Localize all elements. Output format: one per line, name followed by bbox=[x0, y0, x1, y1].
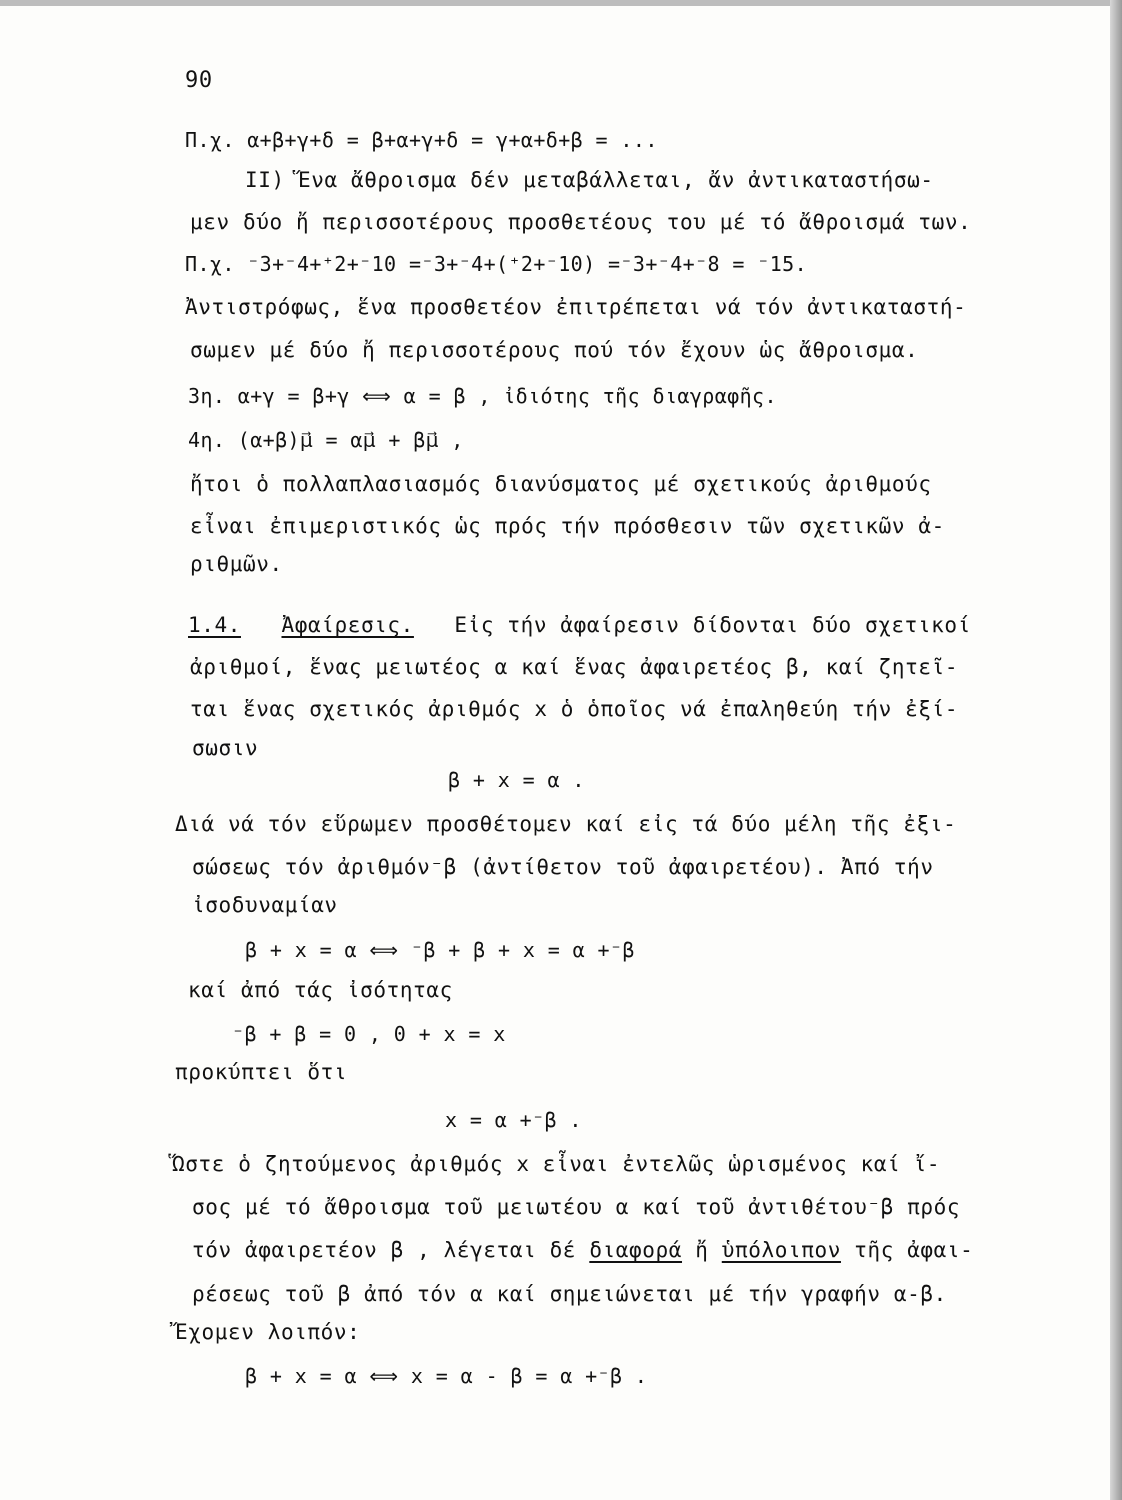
term-or: ἤ bbox=[695, 1238, 709, 1262]
text-line-7: 3η. α+γ = β+γ ⟺ α = β , ἰδιότης τῆς διαγραφῆς. bbox=[188, 384, 777, 408]
text-line-24: ρέσεως τοῦ β ἀπό τόν α καί σημειώνεται μέ τήν γραφήν α-β. bbox=[192, 1282, 947, 1306]
section-title: Ἀφαίρεσις. bbox=[281, 613, 414, 637]
scan-right-edge bbox=[1110, 0, 1122, 1500]
equation-1: β + x = α . bbox=[448, 768, 585, 792]
equation-3: ⁻β + β = 0 , 0 + x = x bbox=[232, 1022, 506, 1046]
text-line-12: Εἰς τήν ἀφαίρεσιν δίδονται δύο σχετικοί bbox=[454, 613, 971, 637]
text-line-19: καί ἀπό τάς ἰσότητας bbox=[188, 978, 453, 1002]
section-number: 1.4. bbox=[188, 613, 241, 637]
text-line-10: εἶναι ἐπιμεριστικός ὡς πρός τήν πρόσθεσιν τῶν σχετικῶν ἀ- bbox=[190, 514, 945, 538]
text-line-2: ΙΙ) Ἕνα ἄθροισμα δέν μεταβάλλεται, ἄν ἀντικαταστήσω- bbox=[245, 168, 934, 192]
text-line-15: σωσιν bbox=[192, 736, 259, 760]
text-line-25: Ἔχομεν λοιπόν: bbox=[175, 1320, 361, 1344]
text-line-21: Ὥστε ὁ ζητούμενος ἀριθμός x εἶναι ἐντελῶς ὡρισμένος καί ἴ- bbox=[172, 1152, 941, 1176]
text-line-16: Διά νά τόν εὕρωμεν προσθέτομεν καί εἰς τά δύο μέλη τῆς ἐξι- bbox=[175, 812, 957, 836]
text-line-17: σώσεως τόν ἀριθμόν⁻β (ἀντίθετον τοῦ ἀφαιρετέου). Ἀπό τήν bbox=[192, 855, 934, 879]
text-line-23-start: τόν ἀφαιρετέον β , λέγεται δέ bbox=[192, 1238, 577, 1262]
term-remainder: ὑπόλοιπον bbox=[721, 1238, 841, 1262]
text-line-22: σος μέ τό ἄθροισμα τοῦ μειωτέου α καί τοῦ ἀντιθέτου⁻β πρός bbox=[192, 1195, 961, 1219]
scan-top-edge bbox=[0, 0, 1122, 6]
text-line-20: προκύπτει ὅτι bbox=[175, 1060, 348, 1084]
text-line-11: ριθμῶν. bbox=[190, 552, 283, 576]
text-line-4: Π.χ. ⁻3+⁻4+⁺2+⁻10 =⁻3+⁻4+(⁺2+⁻10) =⁻3+⁻4+⁻8 = ⁻15. bbox=[185, 252, 808, 276]
text-line-8: 4η. (α+β)μ⃗ = αμ⃗ + βμ⃗ , bbox=[188, 428, 464, 452]
page-number: 90 bbox=[185, 68, 213, 93]
text-line-1: Π.χ. α+β+γ+δ = β+α+γ+δ = γ+α+δ+β = ... bbox=[185, 128, 658, 152]
text-line-23-end: τῆς ἀφαι- bbox=[854, 1238, 974, 1262]
equation-4: x = α +⁻β . bbox=[445, 1108, 582, 1132]
text-line-23 bbox=[192, 1238, 973, 1262]
equation-2: β + x = α ⟺ ⁻β + β + x = α +⁻β bbox=[245, 938, 635, 962]
text-line-14: ται ἕνας σχετικός ἀριθμός x ὁ ὁποῖος νά ἐπαληθεύη τήν ἐξί- bbox=[190, 697, 959, 721]
text-line-3: μεν δύο ἤ περισσοτέρους προσθετέους του μέ τό ἄθροισμά των. bbox=[190, 210, 972, 234]
equation-5: β + x = α ⟺ x = α - β = α +⁻β . bbox=[245, 1364, 648, 1388]
text-line-9: ἤτοι ὁ πολλαπλασιασμός διανύσματος μέ σχετικούς ἀριθμούς bbox=[190, 472, 932, 496]
term-difference: διαφορά bbox=[589, 1238, 683, 1262]
text-line-18: ἰσοδυναμίαν bbox=[192, 893, 338, 917]
text-line-5: Ἀντιστρόφως, ἕνα προσθετέον ἐπιτρέπεται νά τόν ἀντικαταστή- bbox=[185, 295, 967, 319]
text-line-13: ἀριθμοί, ἕνας μειωτέος α καί ἕνας ἀφαιρετέος β, καί ζητεῖ- bbox=[190, 655, 959, 679]
section-heading bbox=[188, 613, 971, 637]
text-line-6: σωμεν μέ δύο ἤ περισσοτέρους πού τόν ἔχουν ὡς ἄθροισμα. bbox=[190, 338, 919, 362]
